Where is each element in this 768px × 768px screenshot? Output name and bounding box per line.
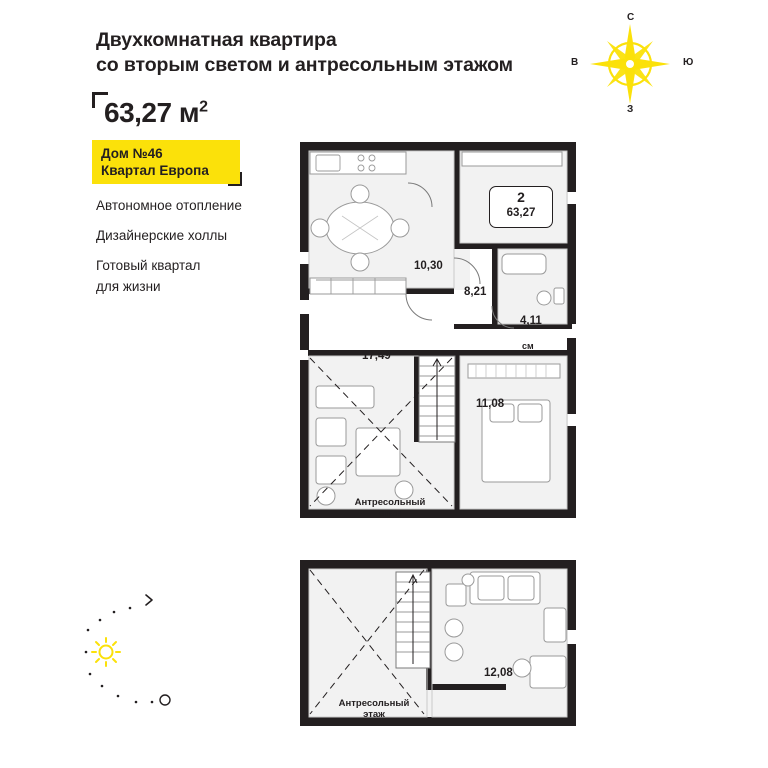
- house-number: Дом №46: [101, 146, 163, 161]
- page-title-line2: со вторым светом и антресольным этажом: [96, 54, 513, 77]
- room-label-kitchen-living: 10,30: [414, 260, 443, 272]
- total-area-unit: м: [178, 97, 200, 128]
- compass-label-west: Ю: [683, 57, 694, 68]
- total-area: [104, 97, 207, 129]
- compass-rose: [570, 12, 700, 122]
- mezzanine-label-upper-line2: этаж: [363, 709, 385, 721]
- feature-item: для жизни: [96, 278, 161, 294]
- compass-label-south: З: [627, 104, 634, 115]
- feature-item: Дизайнерские холлы: [96, 227, 228, 243]
- room-label-hall: 8,21: [464, 286, 487, 298]
- badge-corner-mark: [228, 172, 242, 186]
- mezzanine-label-lower-line2: этаж: [379, 508, 401, 520]
- plan-rooms-count: 2: [517, 189, 525, 205]
- mezzanine-label-upper: [328, 698, 420, 721]
- mezzanine-label-lower: [344, 497, 436, 520]
- room-label-upper: 12,08: [484, 667, 513, 679]
- sun-icon: [80, 590, 200, 730]
- quarter-name: Квартал Европа: [101, 163, 209, 178]
- room-label-living: 17,49: [362, 350, 391, 362]
- compass-label-east: В: [571, 57, 579, 68]
- house-badge: [92, 140, 240, 184]
- room-label-bathroom-unit: см: [522, 341, 534, 351]
- mezzanine-label-lower-line1: Антресольный: [354, 497, 426, 508]
- total-area-sup: 2: [199, 98, 208, 116]
- feature-item: Автономное отопление: [96, 198, 242, 213]
- compass-icon: [570, 12, 700, 122]
- plan-rooms-badge: [489, 186, 553, 228]
- page-title: [96, 28, 566, 79]
- mezzanine-label-upper-line1: Антресольный: [338, 698, 410, 709]
- feature-item: Готовый квартал: [96, 257, 201, 273]
- room-label-bedroom: 11,08: [476, 398, 505, 410]
- features-list: [96, 196, 316, 307]
- page-title-line1: Двухкомнатная квартира: [96, 29, 337, 51]
- compass-label-north: С: [627, 12, 635, 23]
- plan-rooms-area: 63,27: [506, 207, 536, 219]
- room-label-bathroom: 4,11: [520, 315, 542, 327]
- sun-decoration: [80, 590, 200, 730]
- total-area-value: 63,27: [104, 97, 172, 128]
